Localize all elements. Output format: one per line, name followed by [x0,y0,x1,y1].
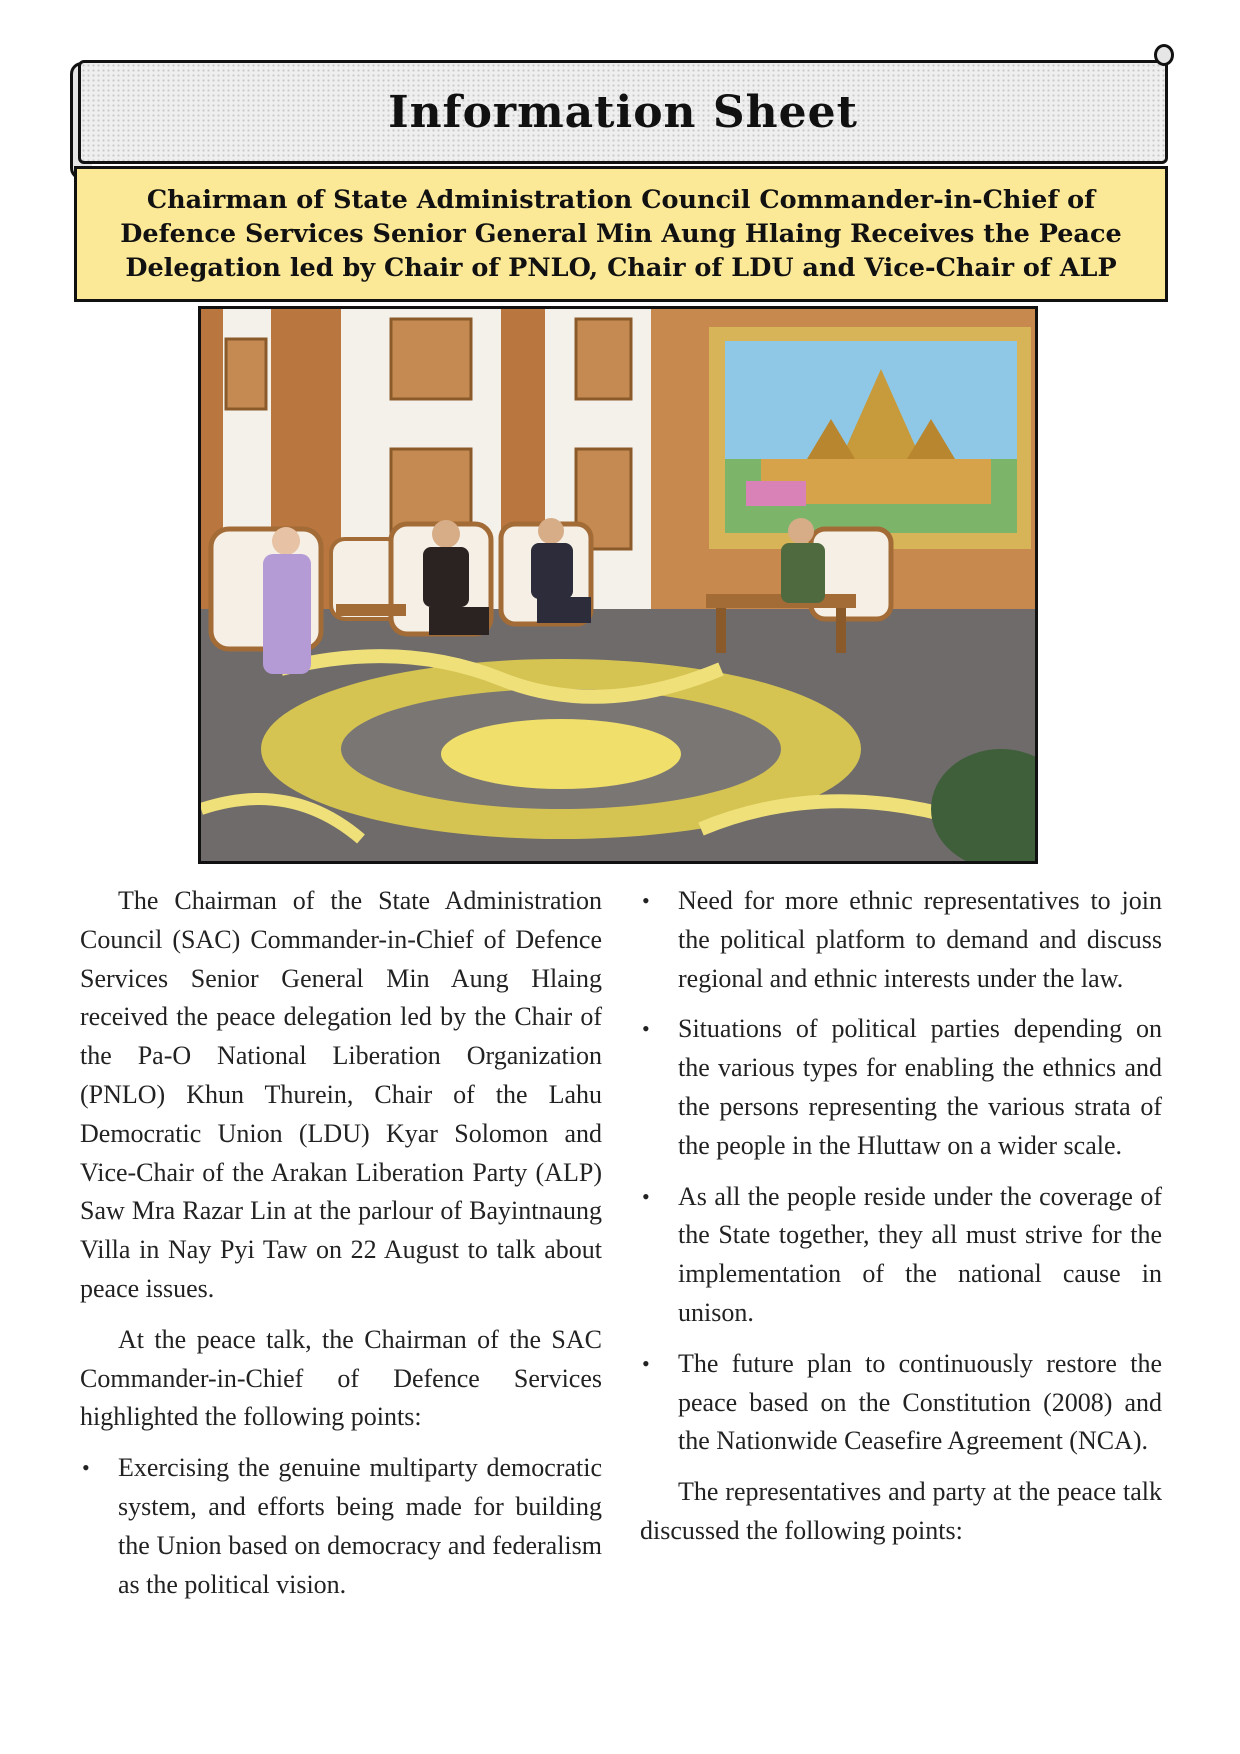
list-item [640,882,1162,998]
bullet-icon: • [642,1183,650,1209]
list-item-text: As all the people reside under the coverage of the State together, they all must strive for the implementation of the national cause in unison. [678,1181,1162,1327]
list-item-text: The future plan to continuously restore the peace based on the Constitution (2008) and the Nationwide Ceasefire Agreement (NCA). [678,1348,1162,1456]
list-item-text: Need for more ethnic representatives to join the political platform to demand and discuss regional and ethnic interests under the law. [678,886,1162,993]
list-item-text: Exercising the genuine multiparty democratic system, and efforts being made for building the Union based on democracy and federalism as the political vision. [118,1453,602,1599]
headline-text: Chairman of State Administration Council Commander-in-Chief of Defence Services Senior General Min Aung Hlaing Receives the Peace Delegation led by Chair of PNLO, Chair of LDU and Vice-Chair of ALP [120,185,1122,283]
list-item [80,1449,602,1604]
bullet-icon: • [642,888,650,913]
discussion-intro-paragraph: The representatives and party at the peace talk discussed the following points: [640,1477,1162,1545]
headline-box [74,166,1168,302]
meeting-photo-illustration [201,309,1035,861]
page-title: Information Sheet [388,86,858,138]
article-left-column [80,882,602,1616]
article-right-column [640,882,1162,1563]
bullet-icon: • [82,1455,90,1481]
list-item-text: Situations of political parties depending on the various types for enabling the ethnics and the persons representing the various strata of the people in the Hluttaw on a wider scale. [678,1014,1162,1160]
bullet-icon: • [642,1350,650,1376]
list-item [640,1178,1162,1333]
bullet-icon: • [642,1016,650,1042]
meeting-photo [198,306,1038,864]
list-item [640,1010,1162,1165]
list-item [640,1345,1162,1461]
highlights-list [80,1449,602,1604]
intro-paragraph: The Chairman of the State Administration Council (SAC) Commander-in-Chief of Defence Services Senior General Min Aung Hlaing received the peace delegation led by the Chair of the Pa-O National Liberation Organization (PNLO) Khun Thurein, Chair of the Lahu Democratic Union (LDU) Kyar Solomon and Vice-Chair of the Arakan Liberation Party (ALP) Saw Mra Razar Lin at the parlour of Bayintnaung Villa in Nay Pyi Taw on 22 August to talk about peace issues. [80,886,602,1303]
highlights-intro-paragraph: At the peace talk, the Chairman of the SAC Commander-in-Chief of Defence Services highlighted the following points: [80,1324,602,1432]
highlights-list-continued [640,882,1162,1461]
